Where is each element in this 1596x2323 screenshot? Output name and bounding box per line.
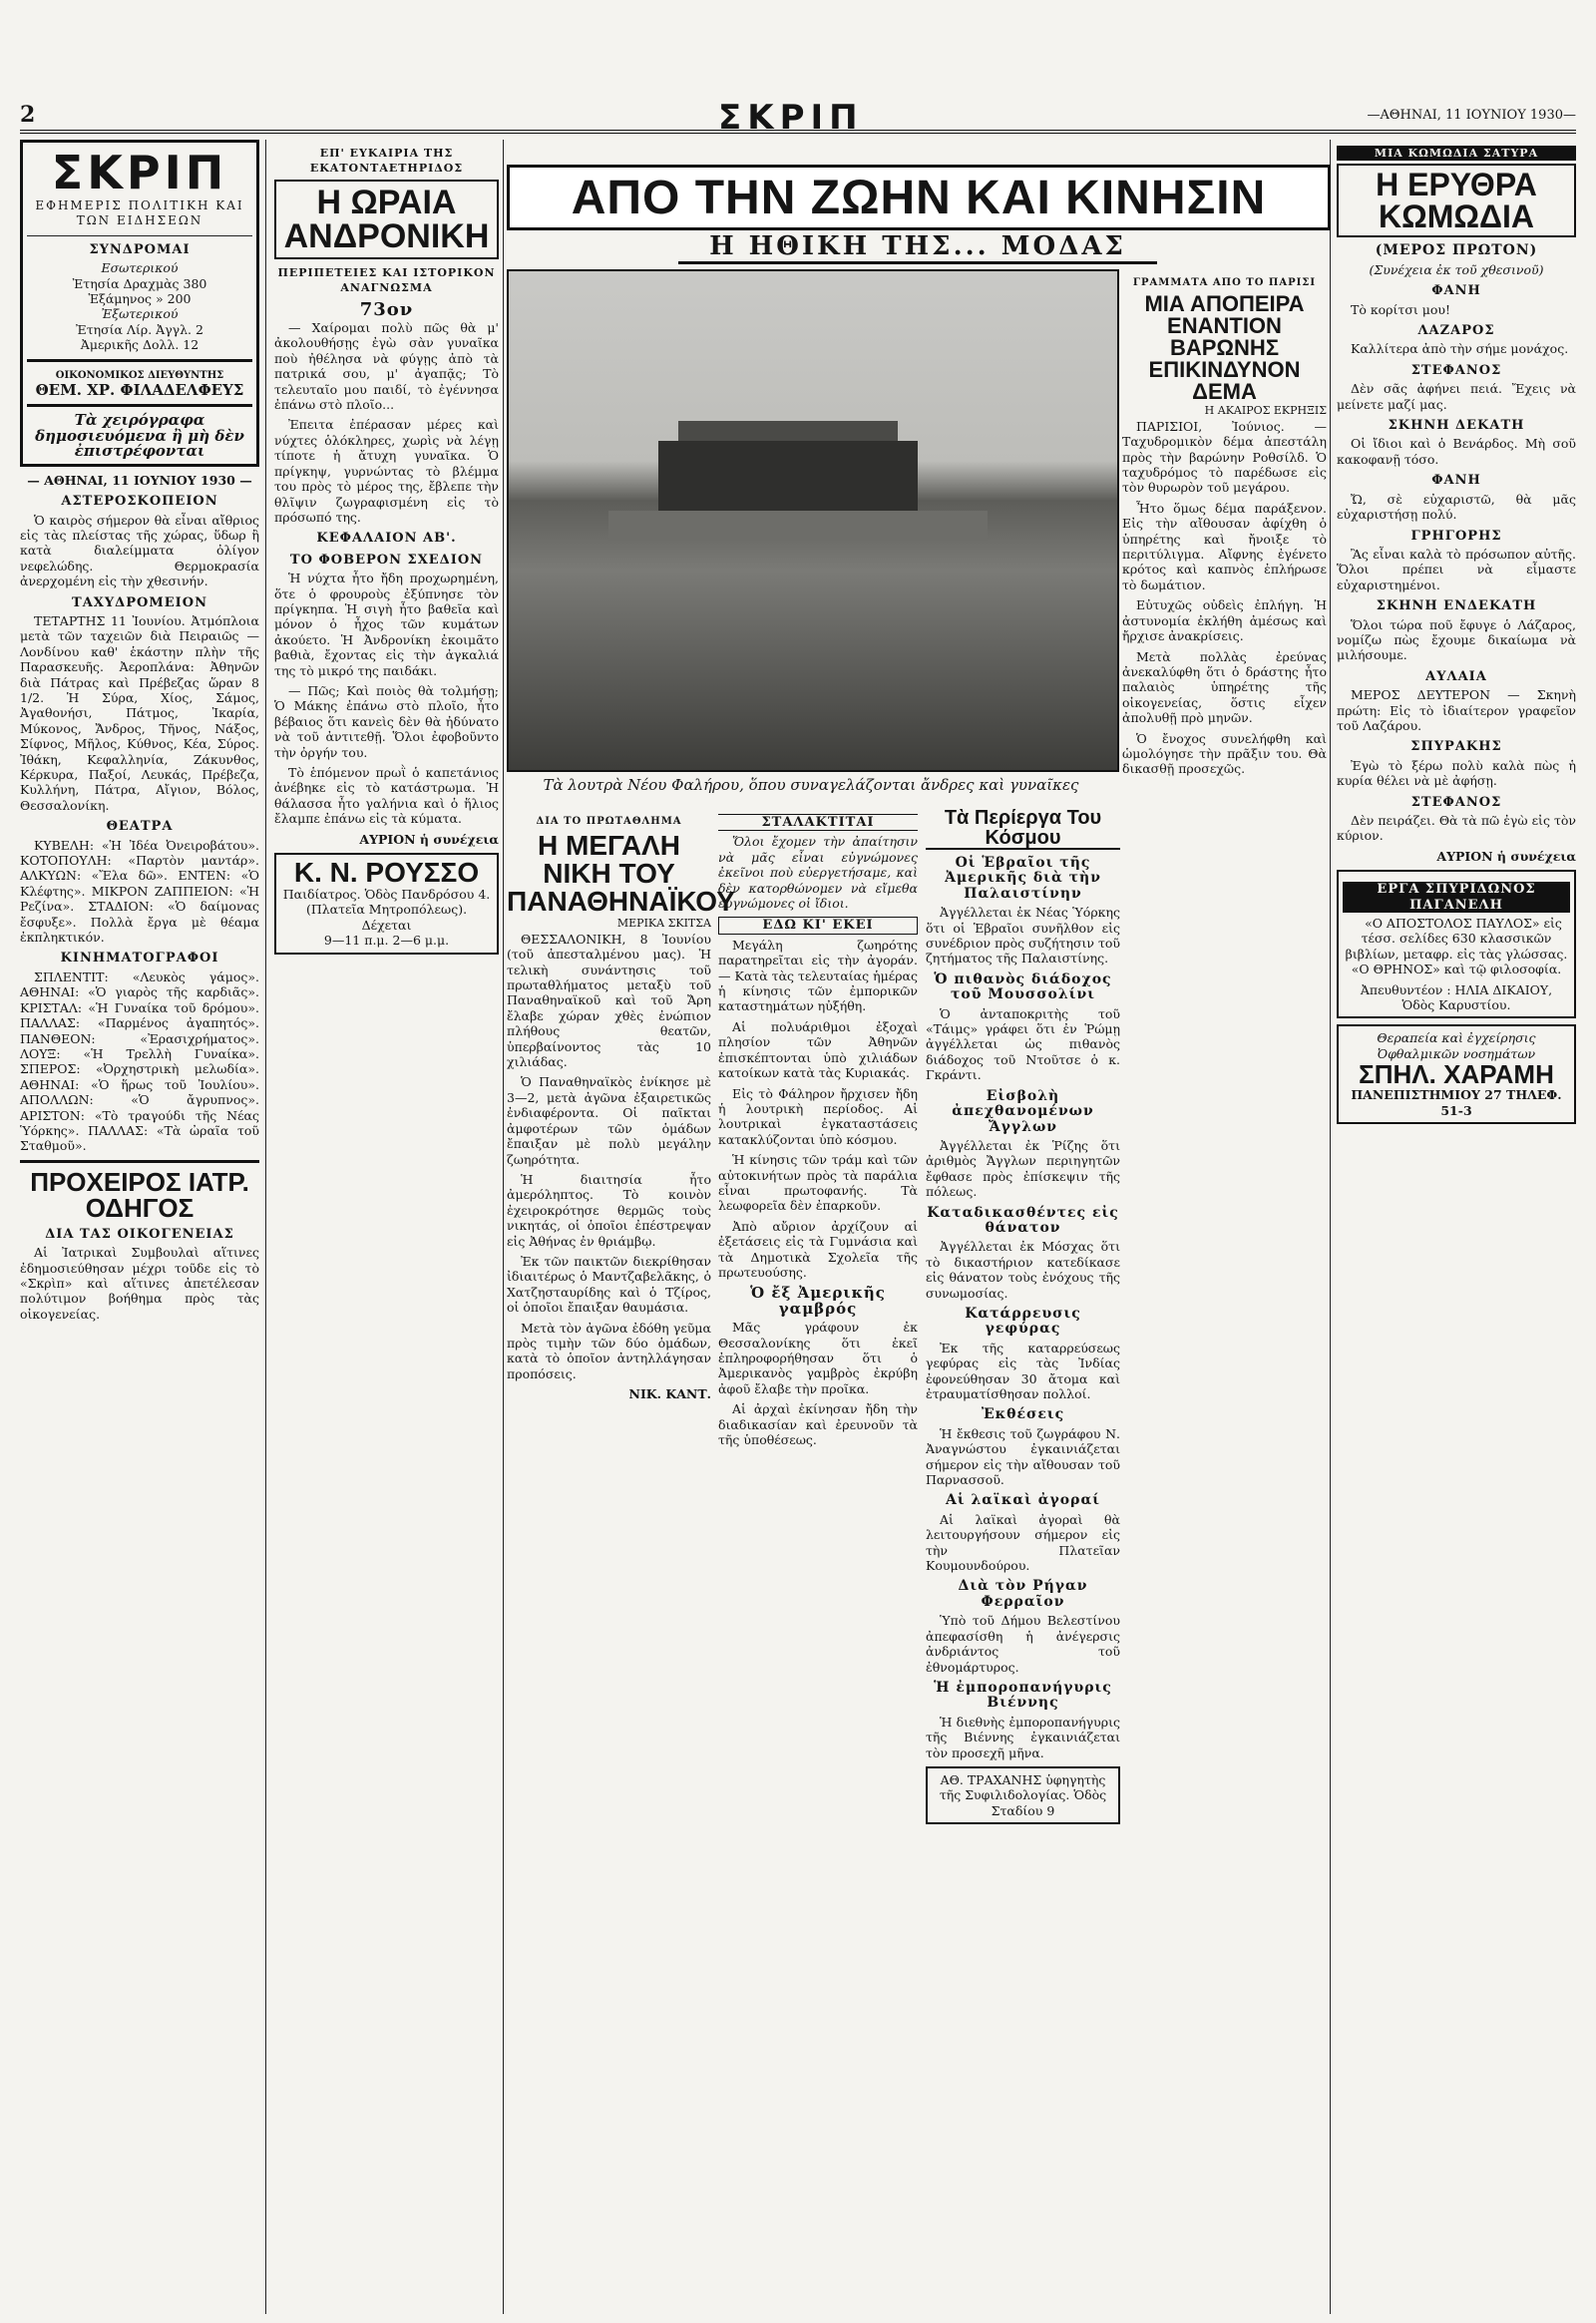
curiosity-text: Ἀγγέλλεται ἐκ Ῥίζης ὅτι ἀριθμὸς Ἄγγλων περιηγητῶν ἔφθασε πρὸς ἐπίσκεψιν τῆς πόλεως. bbox=[926, 1137, 1120, 1200]
doctor-ad-line: 9—11 π.μ. 2—6 μ.μ. bbox=[323, 933, 450, 949]
column-3 bbox=[507, 808, 735, 2314]
main-subhead: Η ΗΘΙΚΗ ΤΗΣ... ΜΟΔΑΣ bbox=[678, 231, 1157, 264]
curiosity-heading: Καταδικασθέντες εἰς θάνατον bbox=[927, 1204, 1119, 1236]
paper-identity-box bbox=[20, 140, 259, 467]
ad-medical-guide-text: Αἱ Ἰατρικαὶ Συμβουλαὶ αἵτινες ἐδημοσιεύθησαν μέχρι τοῦδε εἰς τὸ «Σκρὶπ» καὶ αἵτινες ἀπετέλεσαν πολύτιμον βοήθημα πρὸς τὰς οἰκογενείας. bbox=[20, 1245, 259, 1322]
sports-paragraph: Μετὰ τὸν ἀγῶνα ἐδόθη γεῦμα πρὸς τιμὴν τῶν δύο ὁμάδων, κατὰ τὸ ὁποῖον ἀντηλλάγησαν προπόσεις. bbox=[507, 1320, 711, 1381]
page-number: 2 bbox=[20, 102, 36, 128]
paganelis-ad-sign: Ἀπευθυντέον : ΗΛΙΑ ΔΙΚΑΙΟΥ, Ὁδὸς Καρυστίου. bbox=[1360, 981, 1553, 1013]
sports-paragraph: Ἐκ τῶν παικτῶν διεκρίθησαν ἰδιαιτέρως ὁ Μαντζαβελᾶκης, ὁ Χατζησταυρίδης καὶ ὁ Τζίρος, οἱ ὁποῖοι ἔπαιξαν θαυμάσια. bbox=[507, 1253, 711, 1316]
eye-doctor-ad-address: ΠΑΝΕΠΙΣΤΗΜΙΟΥ 27 ΤΗΛΕΦ. 51-3 bbox=[1351, 1087, 1562, 1118]
paris-headline: ΜΙΑ ΑΠΟΠΕΙΡΑ ΕΝΑΝΤΙΟΝ ΒΑΡΩΝΗΣ ΕΠΙΚΙΝΔΥΝΟΝ ΔΕΜΑ bbox=[1144, 291, 1305, 405]
comedy-part: (ΜΕΡΟΣ ΠΡΩΤΟΝ) bbox=[1375, 242, 1538, 259]
sports-paragraph: Ἡ διαιτησία ἦτο ἀμερόληπτος. Τὸ κοινὸν ἐχειροκρότησε θερμῶς τοὺς νικητάς, οἱ ὁποῖοι ἐπέστρεψαν εἰς Ἀθήνας ἐν θριάμβῳ. bbox=[507, 1171, 711, 1249]
curiosity-heading: Κατάρρευσις γεφύρας bbox=[965, 1305, 1081, 1338]
speaker-name: ΦΑΝΗ bbox=[1431, 473, 1481, 489]
paris-paragraph: Μετὰ πολλὰς ἐρεύνας ἀνεκαλύφθη ὅτι ὁ δράστης ἦτο παλαιὸς ὑπηρέτης τῆς οἰκογενείας, ὅστις εἶχεν ἀπολυθῇ πρὸ μηνῶν. bbox=[1122, 648, 1327, 726]
main-banner bbox=[507, 165, 1331, 230]
news-paragraph: Ἀπὸ αὔριον ἀρχίζουν αἱ ἐξετάσεις εἰς τὰ Γυμνάσια καὶ τὰ Δημοτικὰ Σχολεῖα τῆς πρωτευούσης. bbox=[718, 1218, 918, 1280]
cinema-heading: ΚΙΝΗΜΑΤΟΓΡΑΦΟΙ bbox=[60, 951, 219, 967]
sports-headline: Η ΜΕΓΑΛΗ ΝΙΚΗ ΤΟΥ ΠΑΝΑΘΗΝΑΪΚΟΥ bbox=[507, 830, 735, 918]
comedy-note: (Συνέχεια ἐκ τοῦ χθεσινοῦ) bbox=[1369, 261, 1544, 277]
paris-paragraph: Ὁ ἔνοχος συνελήφθη καὶ ὡμολόγησε τὴν πρᾶξιν του. Θὰ δικασθῇ προσεχῶς. bbox=[1122, 730, 1327, 777]
serial-paragraph: Ἡ νύχτα ἦτο ἤδη προχωρημένη, ὅτε ὁ φρουροὺς ἐξύπνησε τὸν πρίγκηπα. Ἡ σιγὴ ἦτο βαθεῖα καὶ μόνον ὁ ἦχος τῶν κυμάτων ἀκούετο. Ἡ Ἀνδρονίκη ἐκοιμᾶτο βαθιὰ, ἔχοντας εἰς τὴν ἀγκαλιά της τὸ μικρό της παιδάκι. bbox=[274, 571, 499, 678]
rate-half: Ἑξάμηνος » 200 bbox=[88, 291, 192, 307]
speaker-name: ΣΤΕΦΑΝΟΣ bbox=[1410, 362, 1502, 378]
chapter-heading: ΚΕΦΑΛΑΙΟΝ ΑΒ'. bbox=[316, 531, 457, 547]
rate-uk: Ἐτησία Λίρ. Ἀγγλ. 2 bbox=[76, 321, 203, 337]
post-text: ΤΕΤΑΡΤΗΣ 11 Ἰουνίου. Ἀτμόπλοια μετὰ τῶν ταχειῶν διὰ Πειραιῶς — Λονδίνου καθ' ἑκάστην πλὴν τῆς Παρασκευῆς. Ἀεροπλάνα: Ἀθηνῶν διὰ Πάτρας καὶ Πρέβεζας ὥραν 8 1/2. Ἡ Σύρα, Χίος, Σάμος, Ἀγαθονήσι, Πάτμος, Ἰκαρία, Μύκονος, Ἄνδρος, Τῆνος, Νάξος, Σίφνος, Μῆλος, Κύθνος, Κέα, Σύρος. Ἰθάκη, Κεφαλληνία, Ζάκυνθος, Κέρκυρα, Παξοί, Λευκάς, Πρέβεζα, Κυλλήνη, Πάτρα, Αἴγιον, Βόλος, Θεσσαλονίκη. bbox=[20, 612, 259, 813]
column-1 bbox=[20, 140, 259, 2319]
news-paragraph: Μεγάλη ζωηρότης παρατηρεῖται εἰς τὴν ἀγοράν. — Κατὰ τὰς τελευταίας ἡμέρας ἡ κίνησις τῶν ἐμπορικῶν καταστημάτων ηὐξήθη. bbox=[718, 937, 918, 1014]
speaker-line: Οἱ ἴδιοι καὶ ὁ Βενάρδος. Μὴ σοῦ κακοφανῇ τόσο. bbox=[1337, 436, 1576, 467]
groom-heading: Ὁ ἔξ Ἀμερικῆς γαμβρός bbox=[750, 1284, 886, 1318]
director-name: ΘΕΜ. ΧΡ. ΦΙΛΑΔΕΛΦΕΥΣ bbox=[35, 381, 244, 400]
curiosity-text: Ἐκ τῆς καταρρεύσεως γεφύρας εἰς τὰς Ἰνδίας ἐφονεύθησαν 30 ἄτομα καὶ ἐτραυματίσθησαν πολλοί. bbox=[926, 1340, 1120, 1401]
speaker-line: Δὲν σᾶς ἀφήνει πειά. Ἔχεις νὰ μείνετε μαζί μας. bbox=[1337, 381, 1576, 412]
news-paragraph: Εἰς τὸ Φάληρον ἤρχισεν ἤδη ἡ λουτρικὴ περίοδος. Αἱ λουτρικαὶ ἐγκαταστάσεις κατακλύζονται ὑπὸ κόσμου. bbox=[718, 1085, 918, 1147]
column-rule bbox=[503, 140, 504, 2314]
curiosity-text: Ὁ ἀνταποκριτὴς τοῦ «Τάιμς» γράφει ὅτι ἐν Ῥώμῃ ἀγγέλλεται ὡς πιθανὸς διάδοχος τοῦ Ντοῦτσε ὁ κ. Γκράντι. bbox=[926, 1005, 1120, 1083]
stalaktites-heading: ΣΤΑΛΑΚΤΙΤΑΙ bbox=[718, 814, 918, 831]
post-heading: ΤΑΧΥΔΡΟΜΕΙΟΝ bbox=[72, 594, 207, 610]
sports-kicker: ΔΙΑ ΤΟ ΠΡΩΤΑΘΛΗΜΑ bbox=[536, 816, 682, 827]
news-paragraph: Ἡ κίνησις τῶν τράμ καὶ τῶν αὐτοκινήτων πρὸς τὰ παράλια εἶναι πρωτοφανής. Τὰ λεωφορεῖα δὲν ἐπαρκοῦν. bbox=[718, 1152, 918, 1214]
column-4 bbox=[718, 808, 918, 2314]
curiosity-heading: Αἱ λαϊκαὶ ἀγοραί bbox=[945, 1492, 1100, 1509]
masthead-date: —ΑΘΗΝΑΙ, 11 ΙΟΥΝΙΟΥ 1930— bbox=[1367, 108, 1576, 123]
comedy-continued: ΑΥΡΙΟΝ ἡ συνέχεια bbox=[1436, 848, 1576, 864]
curiosity-heading: Ἐκθέσεις bbox=[981, 1406, 1065, 1423]
cinema-text: ΣΠΛΕΝΤΙΤ: «Λευκὸς γάμος». ΑΘΗΝΑΙ: «Ὁ γιαρὸς τῆς καρδιᾶς». ΚΡΙΣΤΑΛ: «Ἡ Γυναίκα τοῦ δρόμου». ΠΑΛΛΑΣ: «Παρμένος ἀγαπητός». ΠΑΝΘΕΟΝ: «Ἐρασιχρήματος». ΛΟΥΞ: «Ἡ Τρελλὴ Γυναίκα». ΣΠΕΡΟΣ: «Ὀρχηστρικὴ μελωδία». ΑΘΗΝΑΙ: «Ὁ ἥρως τοῦ Ἰουλίου». ΑΠΟΛΛΩΝ: «Ὁ ἄγρυπνος». ΑΡΙΣΤΟΝ: «Τὸ τραγούδι τῆς Νέας Ὑόρκης». ΠΑΛΛΑΣ: «Τὰ ὠραῖα τοῦ Σταθμοῦ». bbox=[20, 968, 259, 1154]
paris-kicker: ΓΡΑΜΜΑΤΑ ΑΠΟ ΤΟ ΠΑΡΙΣΙ bbox=[1132, 277, 1317, 288]
speaker-name: ΛΑΖΑΡΟΣ bbox=[1417, 323, 1495, 339]
speaker-line: ΜΕΡΟΣ ΔΕΥΤΕΡΟΝ — Σκηνὴ πρώτη: Εἰς τὸ ἰδιαίτερον γραφεῖον τοῦ Λαζάρου. bbox=[1337, 687, 1576, 733]
rate-annual: Ἐτησία Δραχμὰς 380 bbox=[72, 275, 207, 291]
sports-byline: ΜΕΡΙΚΑ ΣΚΙΤΣΑ bbox=[616, 917, 711, 931]
theatre-text: ΚΥΒΕΛΗ: «Ἡ Ἰδέα Ὀνειροβάτου». ΚΟΤΟΠΟΥΛΗ: «Παρτὸν μαντάρ». ΑΛΚΥΩΝ: «Ἔλα δῶ». ΕΝΤΕΝ: «Ὁ Κλέφτης». ΜΙΚΡΟΝ ΖΑΠΠΕΙΟΝ: «Ἡ Ρεζίνα». ΣΤΑΔΙΟΝ: «Ὁ δαίμονας ἔσφυξε». Πολλὰ ἔργα μὲ θέαμα ἐκπληκτικόν. bbox=[20, 837, 259, 946]
serial-paragraph: Τὸ ἑπόμενον πρωῒ ὁ καπετάνιος ἀνέβηκε εἰς τὸ κατάστρωμα. Ἡ θάλασσα ἦτο γαλήνια καὶ ὁ ἥλιος ἔλαμπε ἐπάνω εἰς τὰ κύματα. bbox=[274, 765, 499, 827]
curiosity-heading: Οἱ Ἑβραῖοι τῆς Ἀμερικῆς διὰ τὴν Παλαιστίνην bbox=[945, 855, 1101, 902]
curiosity-heading: Διὰ τὸν Ρήγαν Φερραῖον bbox=[958, 1578, 1088, 1610]
domestic-label: Εσωτερικού bbox=[101, 260, 179, 276]
world-curiosities-headline: Τὰ Περίεργα Του Κόσμου bbox=[926, 808, 1120, 850]
speaker-line: Δὲν πειράζει. Θὰ τὰ πῶ ἐγὼ εἰς τὸν κύριον. bbox=[1337, 813, 1576, 844]
speaker-name: ΣΠΥΡΑΚΗΣ bbox=[1410, 739, 1502, 755]
curiosity-heading: Ὁ πιθανὸς διάδοχος τοῦ Μουσσολίνι bbox=[934, 970, 1112, 1003]
sports-paragraph: Ὁ Παναθηναϊκὸς ἐνίκησε μὲ 3—2, μετὰ ἀγῶνα ἐξαιρετικῶς ἐνδιαφέροντα. Οἱ παῖκται ἀμφοτέρων τῶν ὁμάδων ἔπαιξαν μὲ πολὺ μεγάλην ζωηρότητα. bbox=[507, 1074, 711, 1167]
chapter-subheading: ΤΟ ΦΟΒΕΡΟΝ ΣΧΕΔΙΟΝ bbox=[289, 552, 484, 568]
subscriptions-heading: ΣΥΝΔΡΟΜΑΙ bbox=[89, 241, 191, 257]
speaker-name: ΣΚΗΝΗ ΕΝΔΕΚΑΤΗ bbox=[1376, 598, 1537, 614]
photo-building bbox=[658, 441, 918, 521]
column-7 bbox=[1337, 140, 1576, 2319]
paris-paragraph: Εὐτυχῶς οὐδεὶς ἐπλήγη. Ἡ ἀστυνομία ἐκλήθη ἀμέσως καὶ ἤρχισε ἀνακρίσεις. bbox=[1122, 597, 1327, 644]
serial-paragraph: — Χαίρομαι πολὺ πῶς θὰ μ' ἀκολουθήσῃς ἐγὼ σὰν γυναῖκα ποὺ ἠθέλησα νὰ φύγῃς ἀπὸ τὰ πατρικά σου, μ' ἀγαπᾷς; Τὸ τελευταῖο μου παιδί, τὸ ἐγέννησα ἐπάνω στὸ πλοῖο... bbox=[274, 320, 499, 413]
main-banner-headline: ΑΠΟ ΤΗΝ ΖΩΗΝ ΚΑΙ ΚΙΝΗΣΙΝ bbox=[571, 171, 1267, 224]
paper-subtitle: ΕΦΗΜΕΡΙΣ ΠΟΛΙΤΙΚΗ ΚΑΙ ΤΩΝ ΕΙΔΗΣΕΩΝ bbox=[35, 198, 244, 228]
doctor-ad bbox=[274, 853, 499, 955]
column-rule bbox=[265, 140, 266, 2314]
doctor-ad-line: (Πλατεῖα Μητροπόλεως). Δέχεται bbox=[305, 902, 468, 933]
ad-medical-guide-heading: ΠΡΟΧΕΙΡΟΣ ΙΑΤΡ. ΟΔΗΓΟΣ bbox=[30, 1166, 249, 1223]
column-rule bbox=[1330, 140, 1331, 2314]
eye-doctor-ad bbox=[1337, 1024, 1576, 1124]
speaker-line: Καλλίτερα ἀπὸ τὴν σήμε μονάχος. bbox=[1351, 341, 1569, 357]
speaker-name: ΓΡΗΓΟΡΗΣ bbox=[1410, 528, 1502, 544]
comedy-headline: Η ΕΡΥΘΡΑ ΚΩΜΩΔΙΑ bbox=[1337, 164, 1576, 237]
masthead-title: ΣΚΡΙΠ bbox=[718, 98, 864, 138]
speaker-line: Ἂς εἶναι καλὰ τὸ πρόσωπον αὐτῆς. Ὅλοι πρέπει νὰ εἶμαστε εὐχαριστημένοι. bbox=[1337, 546, 1576, 592]
curiosity-text: Ἡ ἔκθεσις τοῦ ζωγράφου Ν. Ἀναγνώστου ἐγκαινιάζεται σήμερον εἰς τὴν αἴθουσαν τοῦ Παρνασσοῦ. bbox=[926, 1425, 1120, 1488]
paganelis-ad bbox=[1337, 870, 1576, 1018]
astro-heading: ΑΣΤΕΡΟΣΚΟΠΕΙΟΝ bbox=[61, 494, 218, 510]
sports-paragraph: ΘΕΣΣΑΛΟΝΙΚΗ, 8 Ἰουνίου (τοῦ ἀπεσταλμένου μας). Ἡ τελικὴ συνάντησις τοῦ πρωταθλήματος μεταξὺ τοῦ Παναθηναϊκοῦ καὶ τοῦ Ἄρη ἔλαβε χώραν χθὲς ἐνώπιον πλήθους θεατῶν, ὑπερβαίνοντος τὰς 10 χιλιάδας. bbox=[507, 931, 711, 1070]
speaker-name: ΦΑΝΗ bbox=[1431, 283, 1481, 299]
speaker-line: Ὅλοι τώρα ποῦ ἔφυγε ὁ Λάζαρος, νομίζω πὼς ἔχουμε δικαίωμα νὰ μιλήσουμε. bbox=[1337, 616, 1576, 663]
ad-medical-guide-sub: ΔΙΑ ΤΑΣ ΟΙΚΟΓΕΝΕΙΑΣ bbox=[45, 1226, 234, 1242]
doctor-ad-name: Κ. Ν. ΡΟΥΣΣΟ bbox=[293, 857, 480, 889]
photo-pier bbox=[608, 511, 988, 541]
eye-doctor-ad-name: ΣΠΗΛ. ΧΑΡΑΜΗ bbox=[1359, 1059, 1554, 1090]
news-paragraph: Μᾶς γράφουν ἐκ Θεσσαλονίκης ὅτι ἐκεῖ ἐπληροφορήθησαν ὅτι ὁ Ἀμερικανὸς γαμβρὸς ἐκρύβη ἀφοῦ ἔλαβε τὴν προῖκα. bbox=[718, 1320, 918, 1396]
manuscripts-note: Τὰ χειρόγραφα δημοσιευόμενα ἢ μὴ δὲν ἐπιστρέφονται bbox=[35, 411, 244, 461]
paganelis-ad-text: «Ο ΑΠΟΣΤΟΛΟΣ ΠΑΥΛΟΣ» εἰς τέσσ. σελίδες 630 κλασσικῶν βιβλίων, μεταφρ. εἰς τὰς γλώσσας. «Ο ΘΡΗΝΟΣ» καὶ τῷ φιλοσοφία. bbox=[1345, 916, 1568, 977]
serial-paragraph: — Πῶς; Καὶ ποιὸς θὰ τολμήσῃ; Ὁ Μάκης ἐπάνω στὸ πλοῖο, ἦτο βέβαιος ὅτι κανεὶς δὲν θὰ ἠδύνατο νὰ τοῦ ἀντιτεθῇ. Ὅλοι ἐφοβοῦντο τὴν ὀργήν του. bbox=[274, 682, 499, 760]
paris-byline: Η ΑΚΑΙΡΟΣ ΕΚΡΗΞΙΣ bbox=[1204, 404, 1327, 418]
curiosity-text: Ὑπὸ τοῦ Δήμου Βελεστίνου ἀπεφασίσθη ἡ ἀνέγερσις ἀνδριάντος τοῦ ἐθνομάρτυρος. bbox=[926, 1613, 1120, 1675]
continued-note: ΑΥΡΙΟΝ ἡ συνέχεια bbox=[359, 831, 499, 847]
masthead bbox=[20, 98, 1576, 138]
column-6 bbox=[926, 808, 1120, 2314]
curiosity-heading: Ἡ ἐμποροπανήγυρις Βιέννης bbox=[934, 1679, 1112, 1712]
column-5 bbox=[1122, 269, 1327, 2314]
eye-doctor-ad-heading: Θεραπεία καὶ ἐγχείρησις Ὀφθαλμικῶν νοσημάτων bbox=[1377, 1030, 1536, 1061]
speaker-name: ΣΚΗΝΗ ΔΕΚΑΤΗ bbox=[1388, 418, 1525, 434]
curiosity-text: Αἱ λαϊκαὶ ἀγοραὶ θὰ λειτουργήσουν σήμερον εἰς τὴν Πλατεῖαν Κουμουνδούρου. bbox=[926, 1511, 1120, 1574]
beach-baths-photo bbox=[507, 269, 1119, 772]
trachanis-ad: ΑΘ. ΤΡΑΧΑΝΗΣ ὑφηγητὴς τῆς Συφιλιδολογίας. Ὁδὸς Σταδίου 9 bbox=[926, 1766, 1120, 1824]
curiosity-text: Ἀγγέλλεται ἐκ Μόσχας ὅτι τὸ δικαστήριον κατεδίκασε εἰς θάνατον τοὺς ἐνόχους τῆς συνωμοσίας. bbox=[926, 1239, 1120, 1301]
serial-chapter-number: 73ον bbox=[359, 298, 414, 320]
news-paragraph: Αἱ ἀρχαὶ ἐκίνησαν ἤδη τὴν διαδικασίαν καὶ ἐρευνοῦν τὰ τῆς ὑποθέσεως. bbox=[718, 1401, 918, 1448]
serial-paragraph: Ἐπειτα ἐπέρασαν μέρες καὶ νύχτες ὁλόκληρες, χωρὶς νὰ λέγῃ τίποτε ἡ ἄτυχη γυναῖκα. Ὁ πρίγκηψ, γυρνώντας τὸ βλέμμα του πρὸς τὸ μέρος της, ἔβλεπε τὴν θλῖψιν ζωγραφισμένη εἰς τὸ πρόσωπό της. bbox=[274, 417, 499, 525]
foreign-label: Ἐξωτερικού bbox=[101, 306, 179, 322]
astro-text: Ὁ καιρὸς σήμερον θὰ εἶναι αἴθριος εἰς τὰς πλείστας τῆς χώρας, ὕδωρ ἢ κατὰ διαλείμματα ὀλίγον νεφελώδης. Θερμοκρασία ἀνερχομένη εἰς τὴν χθεσινήν. bbox=[20, 512, 259, 589]
curiosity-heading: Εἰσβολὴ ἀπεχθανομένων Ἄγγλων bbox=[952, 1087, 1094, 1135]
serial-kicker: ΕΠ' ΕΥΚΑΙΡΙΑ ΤΗΣ ΕΚΑΤΟΝΤΑΕΤΗΡΙΔΟΣ bbox=[309, 147, 464, 176]
paris-paragraph: ΠΑΡΙΣΙΟΙ, Ἰούνιος. — Ταχυδρομικὸν δέμα ἀπεστάλη πρὸς τὴν βαρώνην Ροθσίλδ. Ὁ ταχυδρόμος τὸ παρέδωσε εἰς τὸν θυρωρὸν τοῦ μεγάρου. bbox=[1122, 418, 1327, 496]
comedy-kicker: ΜΙΑ ΚΩΜΩΔΙΑ ΣΑΤΥΡΑ bbox=[1337, 146, 1576, 161]
serial-headline: Η ΩΡΑΙΑ ΑΝΔΡΟΝΙΚΗ bbox=[274, 180, 499, 259]
doctor-ad-line: Παιδίατρος. Ὁδὸς Πανδρόσου 4. bbox=[282, 887, 491, 903]
speaker-line: Τὸ κορίτσι μου! bbox=[1351, 301, 1451, 317]
news-paragraph: Αἱ πολυάριθμοι ἐξοχαὶ πλησίον τῶν Ἀθηνῶν ἐπισκέπτονται ὑπὸ χιλιάδων κατοίκων κατὰ τὰς Κυριακάς. bbox=[718, 1018, 918, 1081]
theatre-heading: ΘΕΑΤΡΑ bbox=[106, 819, 174, 835]
serial-subhead: ΠΕΡΙΠΕΤΕΙΕΣ ΚΑΙ ΙΣΤΟΡΙΚΟΝ ΑΝΑΓΝΩΣΜΑ bbox=[277, 265, 496, 295]
here-there-heading: ΕΔΩ ΚΙ' ΕΚΕΙ bbox=[718, 917, 918, 934]
rate-usa: Ἀμερικῆς Δολλ. 12 bbox=[80, 337, 200, 353]
speaker-line: Ὤ, σὲ εὐχαριστῶ, θὰ μᾶς εὐχαριστήσῃ πολύ. bbox=[1337, 491, 1576, 523]
paris-paragraph: Ἦτο ὅμως δέμα παράξενον. Εἰς τὴν αἴθουσαν ἀφίχθη ὁ ὑπηρέτης καὶ ἤνοιξε τὸ περιτύλιγμα. Αἴφνης ἐγένετο κρότος καὶ καπνὸς ἐπλήρωσε τὸ δωμάτιον. bbox=[1122, 500, 1327, 592]
stalaktites-quote: Ὅλοι ἔχομεν τὴν ἀπαίτησιν νὰ μᾶς εἶναι εὐγνώμονες ἐκεῖνοι ποὺ εὐεργετήσαμε, καὶ δὲν κατορθώνομεν νὰ εἴμεθα εὐγνώμονες οἱ ἴδιοι. bbox=[718, 834, 918, 912]
speaker-line: Ἐγὼ τὸ ξέρω πολὺ καλὰ πὼς ἡ κυρία θέλει νὰ μὲ ἀφήσῃ. bbox=[1337, 757, 1576, 789]
paganelis-ad-heading: ΕΡΓΑ ΣΠΥΡΙΔΩΝΟΣ ΠΑΓΑΝΕΛΗ bbox=[1343, 882, 1570, 913]
curiosity-text: Ἀγγέλλεται ἐκ Νέας Ὑόρκης ὅτι οἱ Ἑβραῖοι συνῆλθον εἰς συνέδριον πρὸς συζήτησιν τοῦ ζητήματος τῆς Παλαιστίνης. bbox=[926, 905, 1120, 967]
speaker-name: ΑΥΛΑΙΑ bbox=[1425, 668, 1487, 684]
photo-caption: Τὰ λουτρὰ Νέου Φαλήρου, ὅπου συναγελάζονται ἄνδρες καὶ γυναῖκες bbox=[543, 776, 1079, 794]
speaker-name: ΣΤΕΦΑΝΟΣ bbox=[1410, 794, 1502, 810]
sports-signature: ΝΙΚ. ΚΑΝΤ. bbox=[628, 1386, 711, 1402]
curiosity-text: Ἡ διεθνὴς ἐμποροπανήγυρις τῆς Βιέννης ἐγκαινιάζεται τὸν προσεχῆ μῆνα. bbox=[926, 1714, 1120, 1760]
director-label: ΟΙΚΟΝΟΜΙΚΟΣ ΔΙΕΥΘΥΝΤΗΣ bbox=[55, 369, 224, 381]
issue-date: — ΑΘΗΝΑΙ, 11 ΙΟΥΝΙΟΥ 1930 — bbox=[27, 472, 252, 488]
column-2 bbox=[274, 140, 499, 2319]
paper-name: ΣΚΡΙΠ bbox=[51, 146, 228, 199]
